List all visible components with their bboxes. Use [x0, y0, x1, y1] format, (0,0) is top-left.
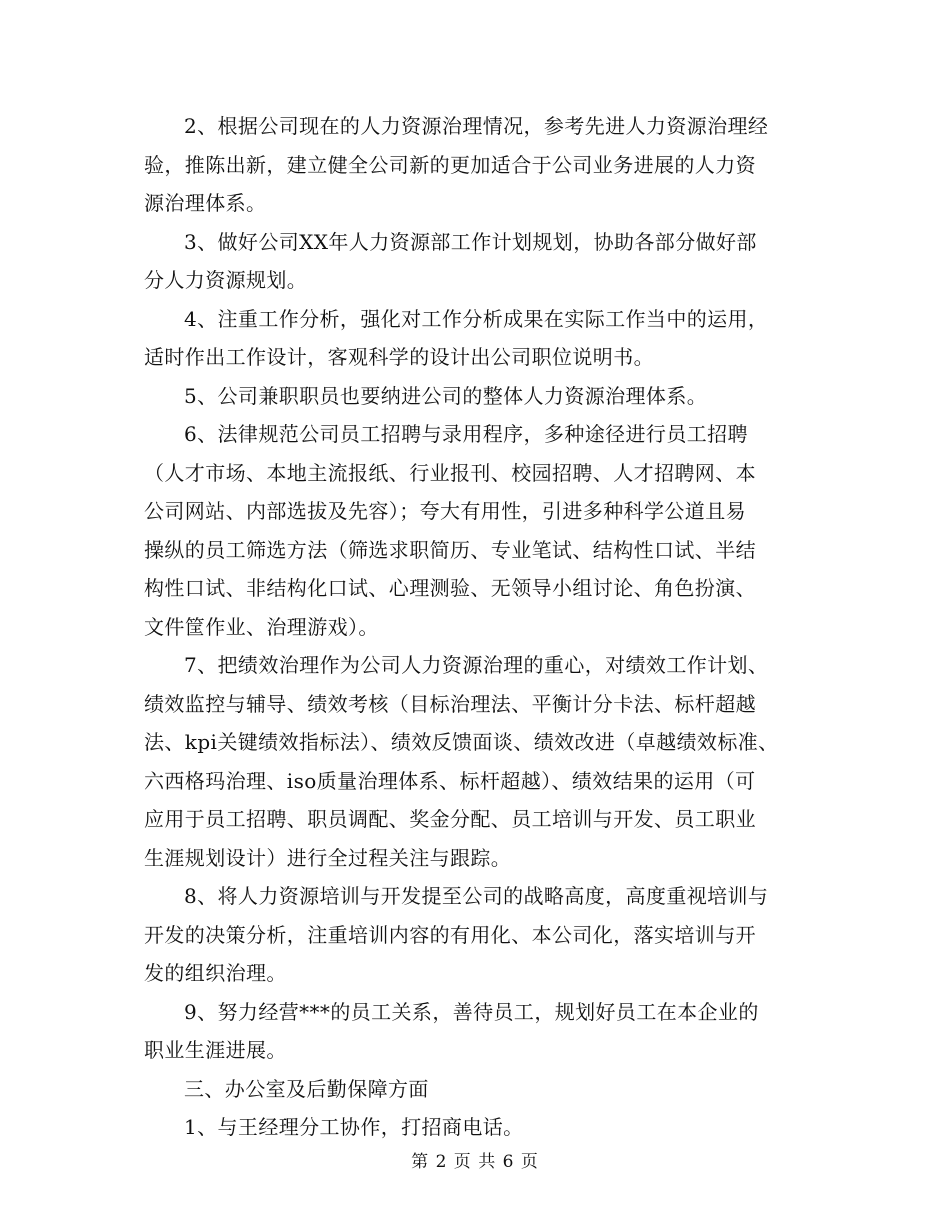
- text-line: 开发的决策分析，注重培训内容的有用化、本公司化，落实培训与开: [144, 922, 756, 947]
- section-heading-office-logistics: [144, 1070, 814, 1109]
- text-line: 5、公司兼职职员也要纳进公司的整体人力资源治理体系。: [184, 383, 708, 408]
- text-line: 职业生涯进展。: [144, 1038, 287, 1062]
- section-heading: 三、办公室及后勤保障方面: [184, 1076, 429, 1101]
- paragraph-item-5-part-time-staff: [144, 377, 814, 416]
- text-line: 分人力资源规划。: [144, 268, 308, 292]
- text-line: 6、法律规范公司员工招聘与录用程序，多种途径进行员工招聘: [184, 422, 748, 446]
- text-line: 1、与王经理分工协作，打招商电话。: [184, 1115, 524, 1139]
- paragraph-item-1-merchant-calls: [144, 1108, 814, 1147]
- text-line: 文件筐作业、治理游戏）。: [144, 614, 379, 639]
- text-line: 法、kpi关键绩效指标法）、绩效反馈面谈、绩效改进（卓越绩效标准、: [144, 730, 779, 754]
- text-line: 生涯规划设计）进行全过程关注与跟踪。: [144, 845, 512, 870]
- text-line: 源治理体系。: [144, 191, 267, 215]
- text-line: 操纵的员工筛选方法（筛选求职简历、专业笔试、结构性口试、半结: [144, 537, 756, 562]
- text-line: 发的组织治理。: [144, 961, 287, 985]
- text-line: 7、把绩效治理作为公司人力资源治理的重心，对绩效工作计划、: [184, 653, 769, 677]
- paragraph-item-6-recruitment: [144, 415, 814, 646]
- paragraph-item-8-training: [144, 877, 814, 993]
- paragraph-item-4-job-analysis: [144, 300, 814, 377]
- page-number-footer: 第 2 页 共 6 页: [411, 1152, 539, 1172]
- text-line: 8、将人力资源培训与开发提至公司的战略高度，高度重视培训与: [184, 884, 769, 908]
- text-line: 4、注重工作分析，强化对工作分析成果在实际工作当中的运用，: [184, 306, 769, 331]
- paragraph-item-2-hr-system: [144, 107, 814, 223]
- text-line: （人才市场、本地主流报纸、行业报刊、校园招聘、人才招聘网、本: [144, 460, 756, 485]
- text-line: 2、根据公司现在的人力资源治理情况，参考先进人力资源治理经: [184, 114, 769, 138]
- document-body: [144, 107, 814, 1147]
- paragraph-item-9-employee-relations: [144, 993, 814, 1070]
- text-line: 应用于员工招聘、职员调配、奖金分配、员工培训与开发、员工职业: [144, 807, 756, 831]
- text-line: 六西格玛治理、iso质量治理体系、标杆超越）、绩效结果的运用（可: [144, 768, 756, 793]
- text-line: 3、做好公司XX年人力资源部工作计划规划，协助各部分做好部: [184, 229, 757, 254]
- paragraph-item-3-hr-plan: [144, 223, 814, 300]
- paragraph-item-7-performance: [144, 646, 814, 877]
- text-line: 9、努力经营***的员工关系，善待员工，规划好员工在本企业的: [184, 999, 759, 1024]
- text-line: 公司网站、内部选拔及先容）；夸大有用性，引进多种科学公道且易: [144, 499, 746, 523]
- text-line: 适时作出工作设计，客观科学的设计出公司职位说明书。: [144, 345, 654, 369]
- text-line: 构性口试、非结构化口试、心理测验、无领导小组讨论、角色扮演、: [144, 576, 756, 600]
- text-line: 验，推陈出新，建立健全公司新的更加适合于公司业务进展的人力资: [144, 152, 756, 177]
- text-line: 绩效监控与辅导、绩效考核（目标治理法、平衡计分卡法、标杆超越: [144, 691, 756, 716]
